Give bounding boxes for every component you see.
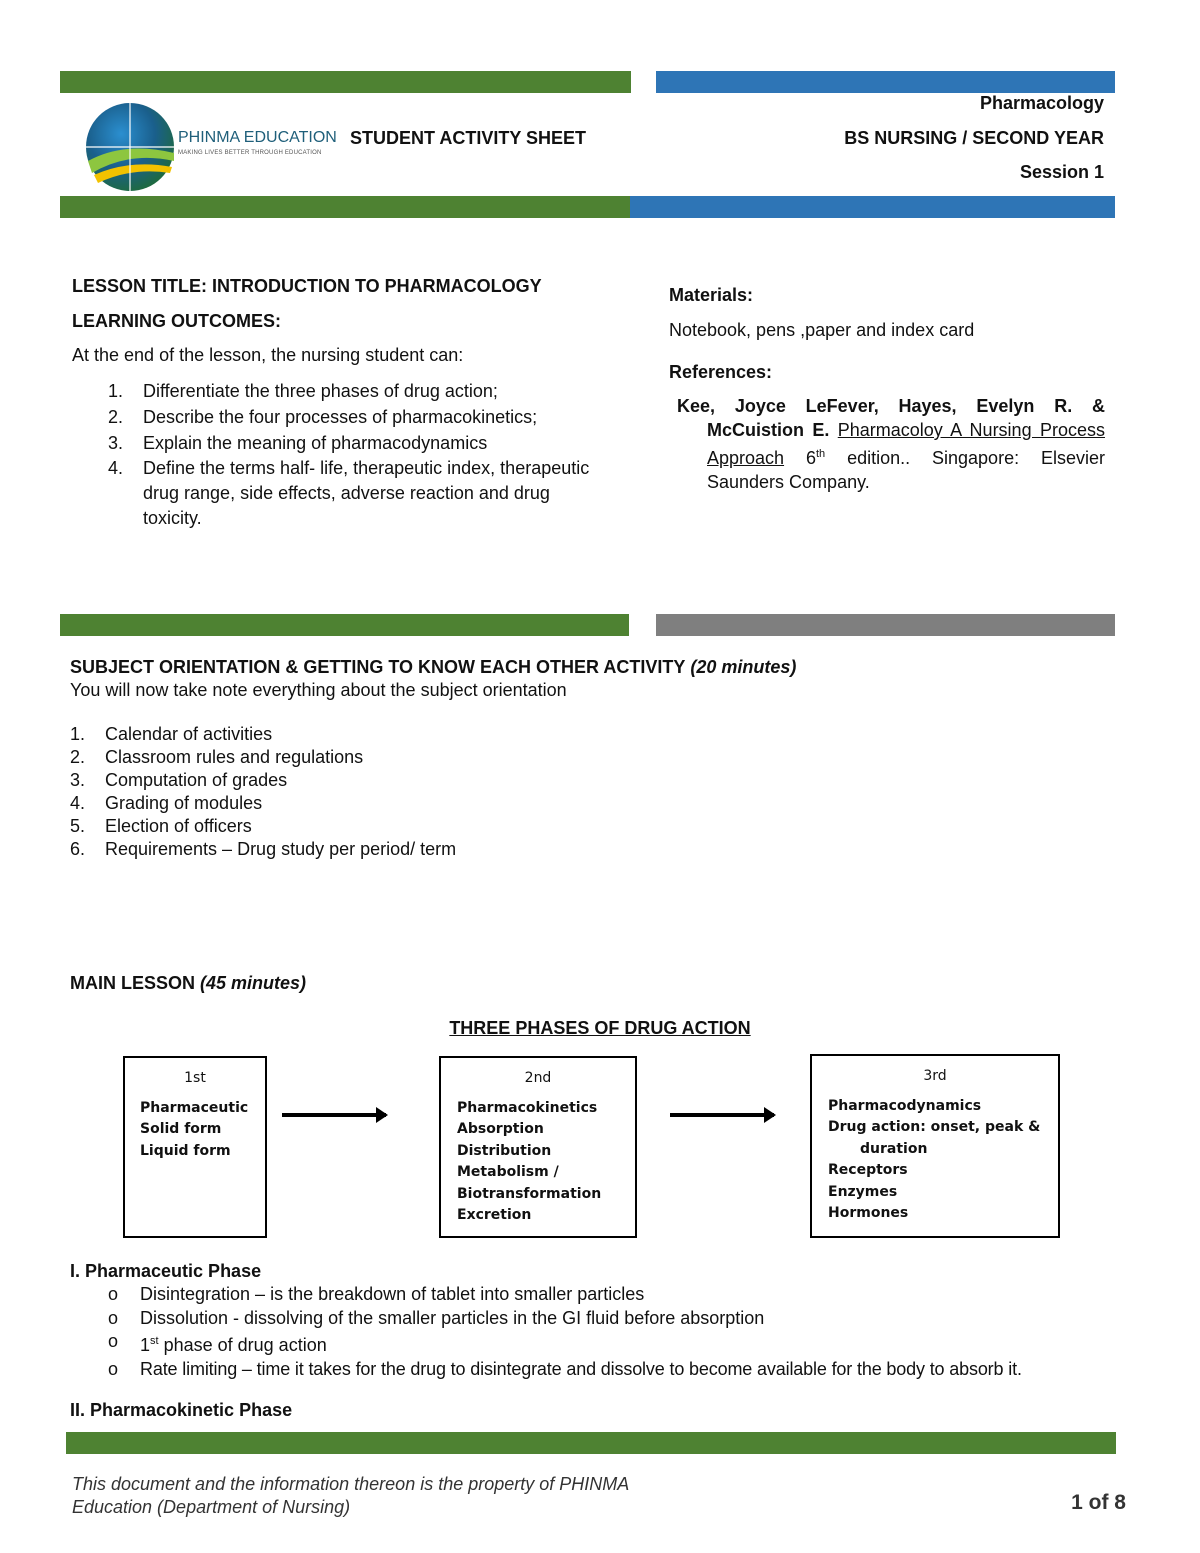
list-item bbox=[70, 1330, 1130, 1358]
list-text: Requirements – Drug study per period/ term bbox=[105, 839, 457, 859]
header-bottom-green-bar bbox=[60, 196, 630, 218]
session-label: Session 1 bbox=[1019, 162, 1104, 182]
list-number: 1. bbox=[108, 381, 124, 401]
reference-edition-suffix: th bbox=[815, 448, 826, 460]
list-item bbox=[70, 838, 1110, 861]
list-number: 4. bbox=[108, 458, 124, 478]
phase-order: 3rd bbox=[923, 1068, 947, 1084]
list-number: 2. bbox=[70, 747, 86, 767]
page-number: 1 of 8 bbox=[1071, 1491, 1126, 1514]
list-text: Disintegration – is the breakdown of tablet into smaller particles bbox=[140, 1284, 645, 1304]
phase-line: Metabolism / bbox=[457, 1164, 559, 1180]
footer-green-bar bbox=[66, 1432, 1116, 1454]
phase-line: Solid form bbox=[140, 1121, 222, 1137]
reference-book-title: Pharmacoloy A Nursing Process Approach bbox=[707, 420, 1105, 468]
lesson-title: LESSON TITLE: INTRODUCTION TO PHARMACOLOGY bbox=[72, 276, 542, 296]
list-number: 4. bbox=[70, 793, 86, 813]
phase-line: Absorption bbox=[457, 1121, 544, 1137]
section-green-bar bbox=[60, 614, 629, 636]
list-item bbox=[72, 378, 612, 404]
reference-authors: Kee, Joyce LeFever, Hayes, Evelyn R. & McCuistion E. bbox=[677, 396, 1105, 440]
sheet-title: STUDENT ACTIVITY SHEET bbox=[350, 128, 587, 148]
program-year: BS NURSING / SECOND YEAR bbox=[844, 128, 1104, 148]
list-item bbox=[70, 746, 1110, 769]
phase-line: Pharmacodynamics bbox=[828, 1097, 982, 1114]
phase-line: Pharmacokinetics bbox=[457, 1099, 598, 1116]
phase-line: Liquid form bbox=[140, 1142, 231, 1159]
bullet-icon: o bbox=[108, 1331, 119, 1351]
phinma-logo bbox=[84, 101, 337, 193]
list-text: phase of drug action bbox=[163, 1335, 327, 1355]
list-text: Calendar of activities bbox=[105, 724, 273, 744]
logo-tagline: MAKING LIVES BETTER THROUGH EDUCATION bbox=[178, 150, 322, 156]
list-text: Rate limiting – time it takes for the drug to disintegrate and dissolve to become available for the body to absorb it. bbox=[140, 1358, 1022, 1379]
orientation-section bbox=[70, 656, 1110, 861]
header-top-blue-bar bbox=[656, 71, 1115, 93]
header-top-green-bar bbox=[60, 71, 631, 93]
bullet-list bbox=[70, 1283, 1130, 1381]
pharmaceutic-section bbox=[70, 1260, 1130, 1421]
phase-box-2 bbox=[439, 1056, 637, 1238]
outcomes-intro: At the end of the lesson, the nursing student can: bbox=[72, 345, 464, 365]
phase-box-1 bbox=[123, 1056, 267, 1238]
phase-line: Distribution bbox=[457, 1142, 552, 1159]
list-number: 3. bbox=[70, 770, 86, 790]
list-item bbox=[70, 1283, 1130, 1307]
list-text: Define the terms half- life, therapeutic index, therapeutic drug range, side effects, adverse reaction and drug toxicity. bbox=[143, 458, 590, 528]
list-item bbox=[70, 723, 1110, 746]
footer-notice: This document and the information thereon is the property of PHINMA Education (Department of Nursing) bbox=[72, 1474, 629, 1517]
lesson-section bbox=[72, 274, 612, 531]
phase-order: 1st bbox=[184, 1070, 206, 1086]
list-item bbox=[72, 404, 612, 430]
bullet-icon: o bbox=[108, 1284, 119, 1304]
outcomes-list bbox=[72, 378, 612, 531]
phase-line: Drug action: onset, peak & bbox=[828, 1119, 1041, 1135]
phase-line: Pharmaceutic bbox=[140, 1099, 249, 1116]
bullet-icon: o bbox=[108, 1307, 119, 1328]
orientation-heading-line bbox=[70, 656, 1110, 678]
list-number: 1. bbox=[70, 724, 86, 744]
section-gray-bar bbox=[656, 614, 1115, 636]
main-lesson-duration: (45 minutes) bbox=[200, 973, 307, 993]
orientation-intro: You will now take note everything about the subject orientation bbox=[70, 680, 567, 700]
list-text: Classroom rules and regulations bbox=[105, 747, 364, 767]
bullet-icon: o bbox=[108, 1358, 118, 1379]
list-item bbox=[70, 769, 1110, 792]
orientation-list bbox=[70, 723, 1110, 861]
list-item bbox=[70, 792, 1110, 815]
list-item bbox=[70, 815, 1110, 838]
references-heading: References: bbox=[669, 362, 773, 382]
phase-line: Receptors bbox=[828, 1162, 908, 1178]
phase-line: duration bbox=[860, 1140, 928, 1157]
phase-line: Excretion bbox=[457, 1207, 532, 1223]
subject-name: Pharmacology bbox=[979, 93, 1104, 113]
orientation-duration: (20 minutes) bbox=[690, 657, 797, 677]
list-number: 2. bbox=[108, 407, 124, 427]
list-item bbox=[70, 1358, 1130, 1382]
list-text: Explain the meaning of pharmacodynamics bbox=[143, 433, 488, 453]
list-text-sup: st bbox=[150, 1335, 159, 1347]
list-text-prefix: 1 bbox=[140, 1335, 151, 1355]
materials-heading: Materials: bbox=[669, 285, 754, 305]
learning-outcomes-heading: LEARNING OUTCOMES: bbox=[72, 311, 281, 331]
logo-text: PHINMA EDUCATION bbox=[178, 129, 337, 146]
phase-line: Enzymes bbox=[828, 1183, 898, 1200]
list-number: 3. bbox=[108, 433, 124, 453]
diagram-title: THREE PHASES OF DRUG ACTION bbox=[449, 1018, 751, 1038]
phase-line: Biotransformation bbox=[457, 1185, 602, 1202]
phase-box-3 bbox=[810, 1054, 1060, 1238]
list-number: 5. bbox=[70, 816, 86, 836]
materials-section bbox=[669, 283, 1105, 494]
list-item bbox=[72, 456, 613, 531]
phinma-globe-icon bbox=[84, 101, 176, 193]
list-item bbox=[70, 1307, 1130, 1331]
section-heading: II. Pharmacokinetic Phase bbox=[70, 1400, 293, 1420]
reference-publisher: edition.. Singapore: Elsevier Saunders Company. bbox=[707, 448, 1105, 492]
reference-entry bbox=[669, 394, 1105, 494]
header-bottom-blue-bar bbox=[630, 196, 1115, 218]
arrow-right-icon bbox=[282, 1113, 386, 1117]
list-text: Grading of modules bbox=[105, 793, 263, 813]
main-lesson-heading-line bbox=[70, 972, 306, 994]
phase-order: 2nd bbox=[524, 1070, 552, 1086]
list-text: Describe the four processes of pharmacokinetics; bbox=[143, 407, 538, 427]
list-text: Election of officers bbox=[105, 816, 252, 836]
materials-text: Notebook, pens ,paper and index card bbox=[669, 320, 975, 340]
list-text: Dissolution - dissolving of the smaller particles in the GI fluid before absorption bbox=[140, 1307, 765, 1328]
main-lesson-heading: MAIN LESSON bbox=[70, 973, 196, 993]
arrow-right-icon bbox=[670, 1113, 774, 1117]
phase-line: Hormones bbox=[828, 1205, 909, 1221]
list-text: Computation of grades bbox=[105, 770, 288, 790]
orientation-heading: SUBJECT ORIENTATION & GETTING TO KNOW EACH OTHER ACTIVITY bbox=[70, 657, 686, 677]
list-item bbox=[72, 430, 612, 456]
list-text: Differentiate the three phases of drug action; bbox=[143, 381, 498, 401]
reference-edition-number: 6 bbox=[805, 448, 816, 468]
list-number: 6. bbox=[70, 839, 86, 859]
section-heading: I. Pharmaceutic Phase bbox=[70, 1261, 262, 1281]
